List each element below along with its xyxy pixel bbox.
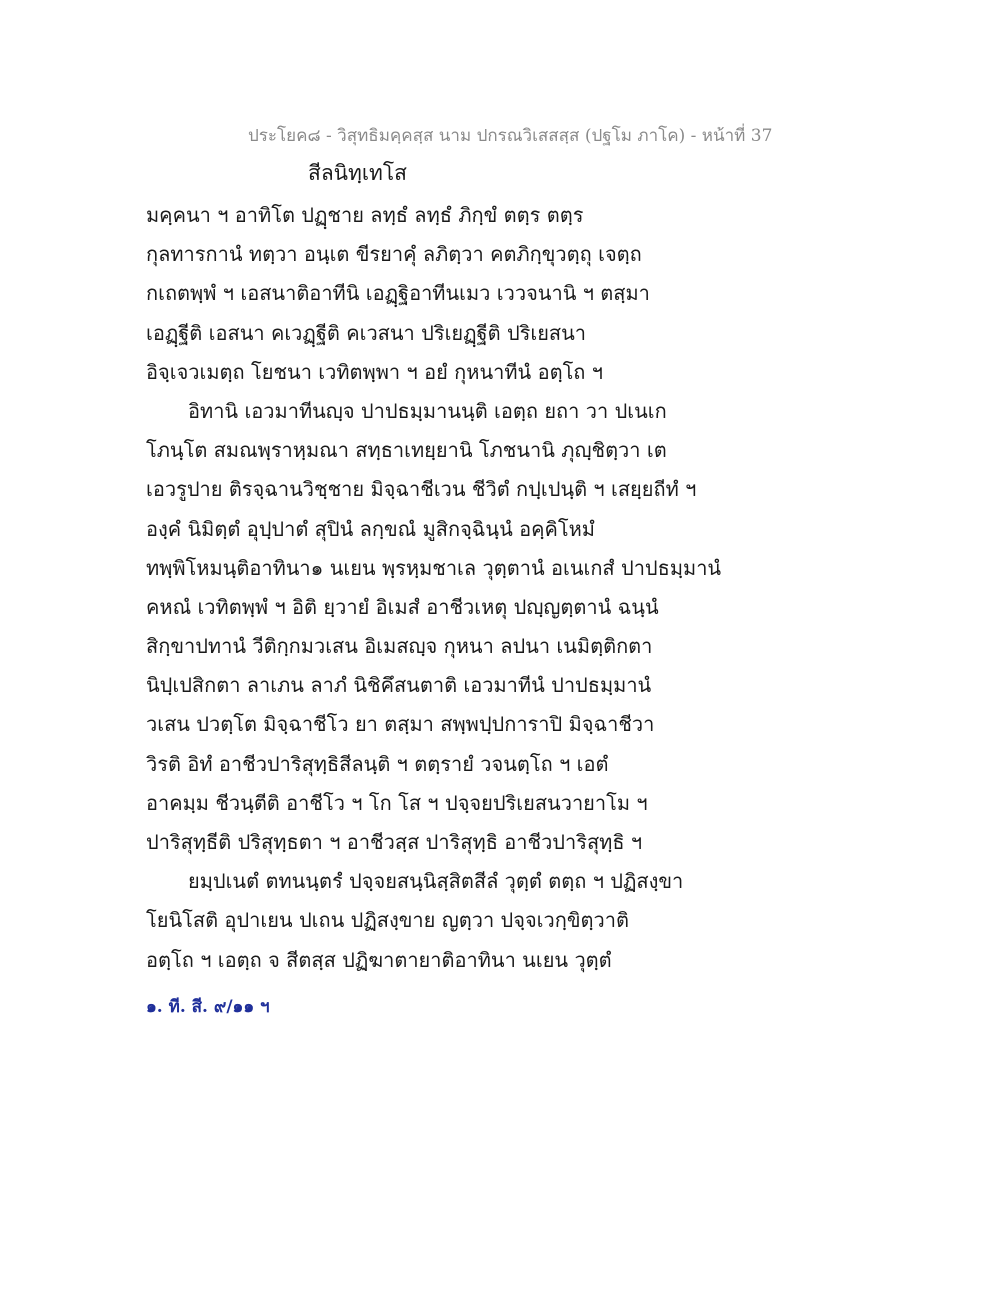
text-line: คหณํ เวทิตพฺพํ ฯ อิติ ยฺวายํ อิเมสํ อาชีวเหตุ ปญฺญตฺตานํ ฉนฺนํ [146, 594, 659, 619]
text-line: กุลทารกานํ ทตฺวา อนฺเต ขีรยาคุํ ลภิตฺวา คตภิกฺขุวตฺถุ เจตฺถ [146, 242, 642, 267]
footnote: ๑. ที. สี. ๙/๑๑ ฯ [146, 997, 270, 1017]
text-line: วิรติ อิทํ อาชีวปาริสุทฺธิสีลนฺติ ฯ ตตฺรายํ วจนตฺโถ ฯ เอตํ [146, 751, 609, 776]
body-text [146, 196, 722, 980]
text-line: วเสน ปวตฺโต มิจฺฉาชีโว ยา ตสฺมา สพฺพปฺปการาปิ มิจฺฉาชีวา [146, 712, 655, 737]
text-line: นิปฺเปสิกตา ลาเภน ลาภํ นิชิคึสนตาติ เอวมาทีนํ ปาปธมฺมานํ [146, 673, 652, 698]
text-line: มคฺคนา ฯ อาทิโต ปฏฺชาย ลทฺธํ ลทฺธํ ภิกฺขํ ตตฺร ตตฺร [146, 203, 584, 227]
section-title: สีลนิทฺเทโส [308, 161, 408, 185]
text-line: สิกฺขาปทานํ วีติกฺกมวเสน อิเมสญฺจ กุหนา ลปนา เนมิตฺติกตา [146, 634, 653, 659]
text-line: องฺคํ นิมิตฺตํ อุปฺปาตํ สุปินํ ลกฺขณํ มูสิกจฺฉินฺนํ อคฺคิโหมํ [146, 516, 595, 541]
text-line: อตฺโถ ฯ เอตฺถ จ สีตสฺส ปฏิฆาตายาติอาทินา นเยน วุตฺตํ [146, 947, 612, 972]
text-line: เอฏฺฐีติ เอสนา คเวฏฺฐีติ คเวสนา ปริเยฏฺฐีติ ปริเยสนา [146, 320, 587, 345]
text-line: ปาริสุทฺธีติ ปริสุทฺธตา ฯ อาชีวสฺส ปาริสุทฺธิ อาชีวปาริสุทฺธิ ฯ [146, 830, 643, 854]
text-line: กเถตพฺพํ ฯ เอสนาติอาทีนิ เอฏฺฐิอาทีนเมว เววจนานิ ฯ ตสฺมา [146, 281, 650, 306]
text-line: โยนิโสติ อุปาเยน ปเถน ปฏิสงฺขาย ญตฺวา ปจฺจเวกฺขิตฺวาติ [146, 908, 629, 933]
text-line: เอวรูปาย ติรจฺฉานวิชฺชาย มิจฺฉาชีเวน ชีวิตํ กปฺเปนฺติ ฯ เสยฺยถีทํ ฯ [146, 477, 697, 502]
text-line: ทพฺพิโหมนฺติอาทินา๑ นเยน พฺรหฺมชาเล วุตฺตานํ อเนเกสํ ปาปธมฺมานํ [146, 555, 722, 580]
paragraph-start-line: ยมฺปเนตํ ตทนนฺตรํ ปจฺจยสนฺนิสฺสิตสีลํ วุตฺตํ ตตฺถ ฯ ปฏิสงฺขา [188, 869, 684, 894]
running-header: ประโยค๘ - วิสุทธิมคฺคสฺส นาม ปกรณวิเสสสฺส (ปฐโม ภาโค) - หน้าที่ 37 [248, 126, 773, 146]
text-line: อาคมฺม ชีวนฺตีติ อาชีโว ฯ โก โส ฯ ปจฺจยปริเยสนวายาโม ฯ [146, 790, 648, 815]
text-line: อิจฺเจวเมตฺถ โยชนา เวทิตพฺพา ฯ อยํ กุหนาทีนํ อตฺโถ ฯ [146, 359, 604, 384]
text-line: โภนฺโต สมณพฺราหฺมณา สทฺธาเทยฺยานิ โภชนานิ ภุญฺชิตฺวา เต [146, 438, 667, 463]
paragraph-start-line: อิทานิ เอวมาทีนญฺจ ปาปธมฺมานนฺติ เอตฺถ ยถา วา ปเนเก [188, 398, 667, 423]
